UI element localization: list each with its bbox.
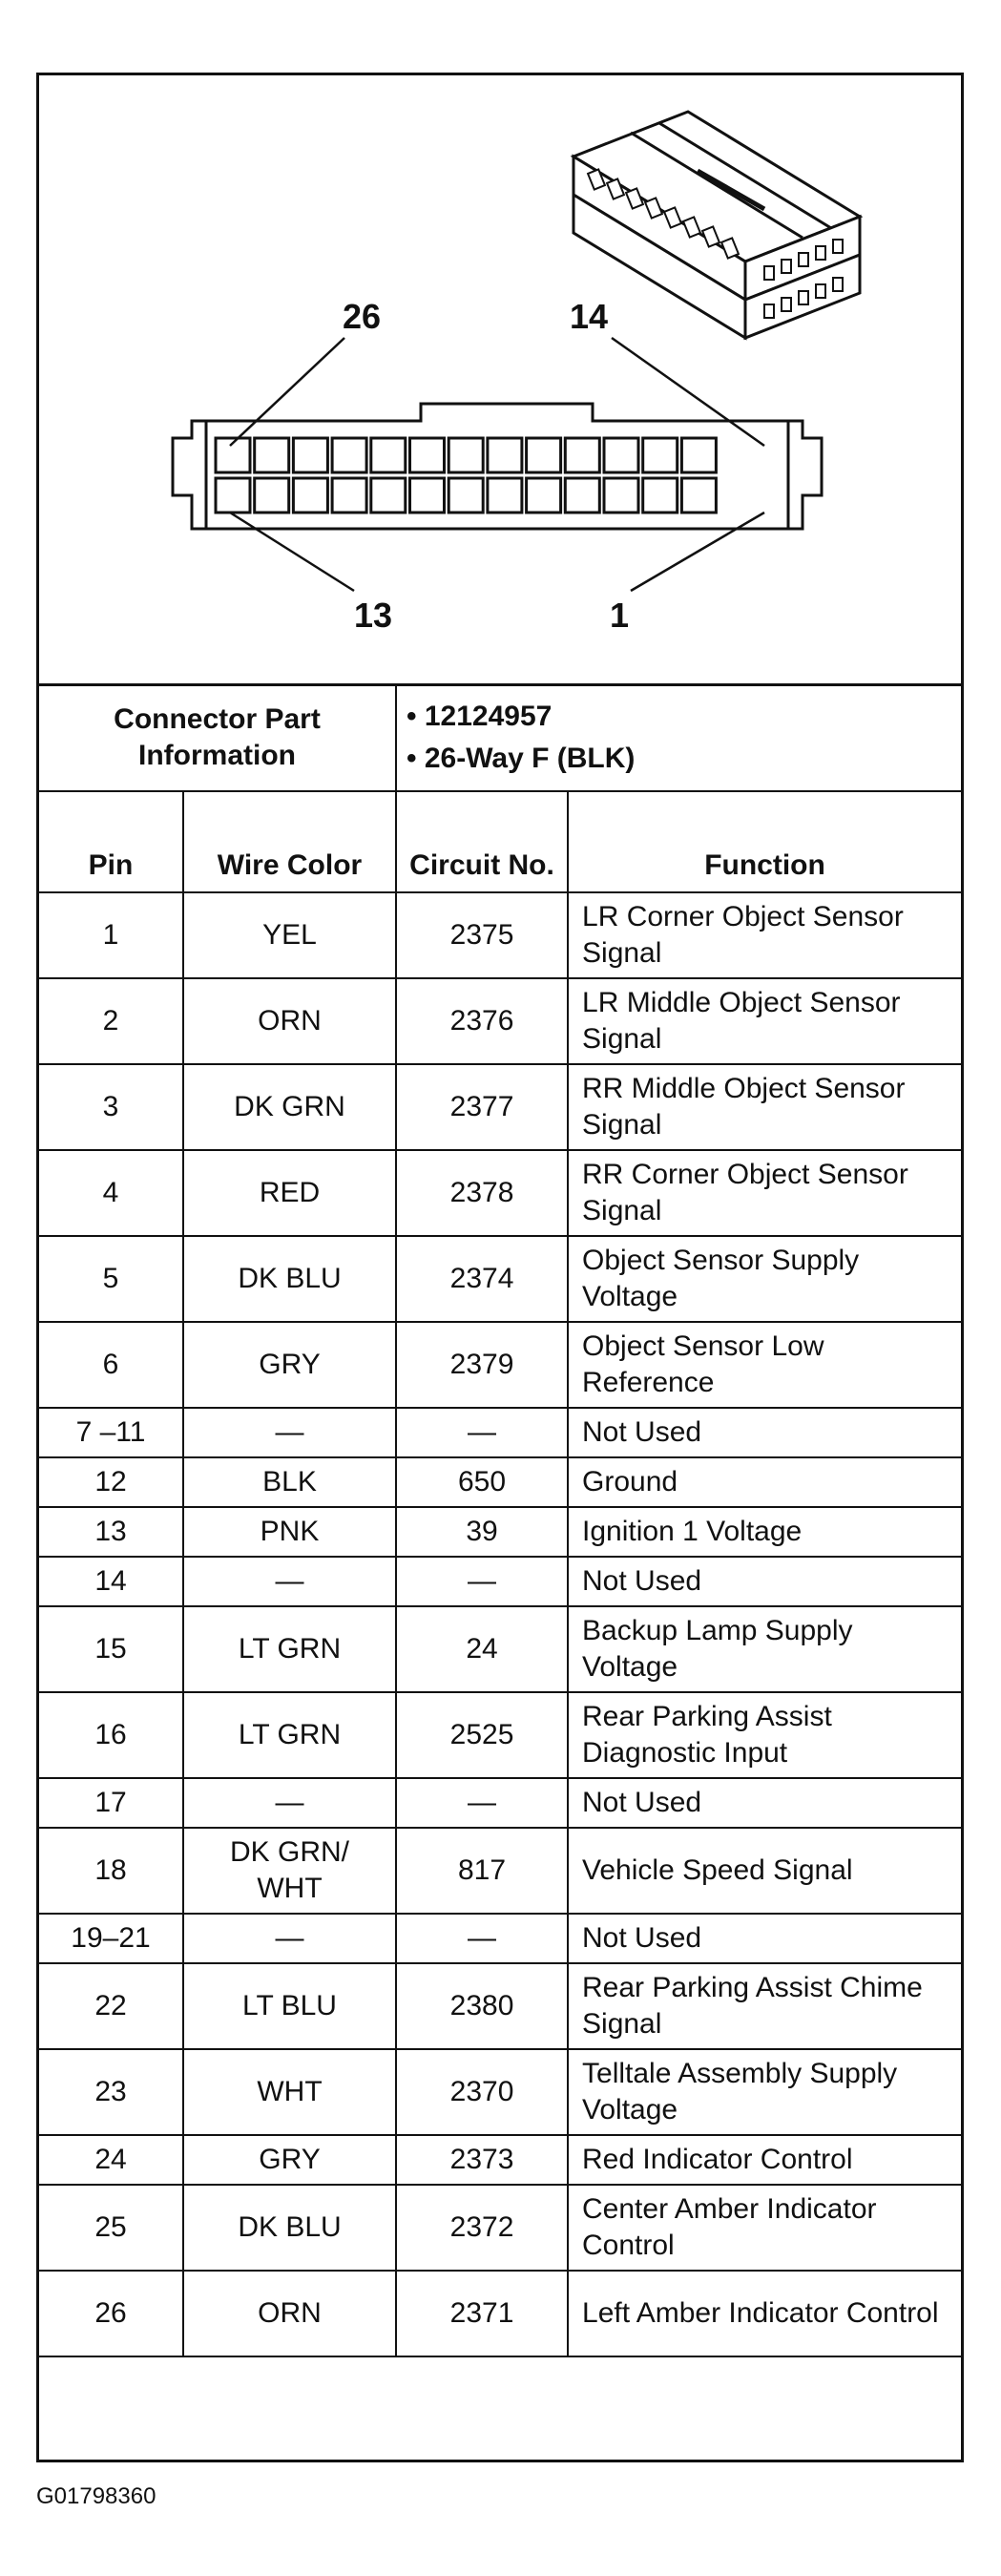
wire-color-cell: ORN xyxy=(183,2271,396,2356)
circuit-cell: 2371 xyxy=(396,2271,568,2356)
pin-cavity xyxy=(565,478,599,513)
pin-cavity xyxy=(643,438,678,472)
circuit-cell: 2374 xyxy=(396,1236,568,1322)
pin-cell: 13 xyxy=(39,1507,183,1557)
pin-cavity xyxy=(604,478,638,513)
table-row xyxy=(39,978,961,1064)
table-row xyxy=(39,2271,961,2356)
wire-color-cell: LT GRN xyxy=(183,1606,396,1692)
function-cell: Not Used xyxy=(568,1914,961,1963)
pin-cell: 26 xyxy=(39,2271,183,2356)
function-cell: LR Middle Object Sensor Signal xyxy=(568,978,961,1064)
pin-label-13: 13 xyxy=(354,596,393,635)
wire-color-cell: GRY xyxy=(183,1322,396,1408)
figure-id: G01798360 xyxy=(36,2483,156,2509)
table-row xyxy=(39,1507,961,1557)
function-cell: Ground xyxy=(568,1457,961,1507)
wire-color-cell: RED xyxy=(183,1150,396,1236)
pin-cavity xyxy=(448,478,483,513)
table-header-row xyxy=(39,791,961,892)
connector-part-values xyxy=(396,684,961,791)
pin-cavity xyxy=(488,478,522,513)
table-row xyxy=(39,1150,961,1236)
connector-illustration xyxy=(39,75,961,686)
pin-cell: 15 xyxy=(39,1606,183,1692)
function-cell: Not Used xyxy=(568,1408,961,1457)
wire-color-cell: WHT xyxy=(183,2049,396,2135)
circuit-cell: — xyxy=(396,1778,568,1828)
pin-cell: 24 xyxy=(39,2135,183,2185)
circuit-cell: 2380 xyxy=(396,1963,568,2049)
pin-cell: 4 xyxy=(39,1150,183,1236)
function-cell: Red Indicator Control xyxy=(568,2135,961,2185)
function-cell: Rear Parking Assist Diagnostic Input xyxy=(568,1692,961,1778)
pin-cell: 16 xyxy=(39,1692,183,1778)
table-row xyxy=(39,1606,961,1692)
pin-cavity xyxy=(410,478,445,513)
table-row xyxy=(39,1322,961,1408)
circuit-cell: — xyxy=(396,1408,568,1457)
function-cell: LR Corner Object Sensor Signal xyxy=(568,892,961,978)
circuit-cell: 2372 xyxy=(396,2185,568,2271)
pin-cavity xyxy=(332,438,366,472)
pin-cavity xyxy=(565,438,599,472)
wire-color-cell: LT GRN xyxy=(183,1692,396,1778)
table-row xyxy=(39,1457,961,1507)
wire-color-cell: DK GRN/ WHT xyxy=(183,1828,396,1914)
connector-info-row xyxy=(39,684,961,791)
header-wire-color: Wire Color xyxy=(183,791,396,892)
function-cell: Ignition 1 Voltage xyxy=(568,1507,961,1557)
pin-cell: 6 xyxy=(39,1322,183,1408)
pin-cavity xyxy=(488,438,522,472)
function-cell: RR Corner Object Sensor Signal xyxy=(568,1150,961,1236)
pin-cell: 18 xyxy=(39,1828,183,1914)
wire-color-cell: — xyxy=(183,1408,396,1457)
wire-color-cell: YEL xyxy=(183,892,396,978)
connector-document xyxy=(36,73,964,2462)
pin-cell: 22 xyxy=(39,1963,183,2049)
pin-cell: 3 xyxy=(39,1064,183,1150)
pin-cavity xyxy=(255,478,289,513)
pin-label-1: 1 xyxy=(610,596,630,635)
table-row xyxy=(39,2185,961,2271)
function-cell: Vehicle Speed Signal xyxy=(568,1828,961,1914)
circuit-cell: 2525 xyxy=(396,1692,568,1778)
circuit-cell: 2379 xyxy=(396,1322,568,1408)
pin-cavity xyxy=(448,438,483,472)
wire-color-cell: — xyxy=(183,1557,396,1606)
pin-cavity xyxy=(681,478,716,513)
table-row xyxy=(39,1408,961,1457)
table-row xyxy=(39,2135,961,2185)
wire-color-cell: DK GRN xyxy=(183,1064,396,1150)
connector-figure xyxy=(39,75,961,686)
connector-part-label: Connector Part Information xyxy=(39,684,396,791)
table-row xyxy=(39,1963,961,2049)
table-row xyxy=(39,1778,961,1828)
wire-color-cell: — xyxy=(183,1914,396,1963)
connector-type: • 26-Way F (BLK) xyxy=(407,743,636,774)
function-cell: Center Amber Indicator Control xyxy=(568,2185,961,2271)
wire-color-cell: DK BLU xyxy=(183,2185,396,2271)
circuit-cell: 650 xyxy=(396,1457,568,1507)
part-number: • 12124957 xyxy=(407,701,553,732)
circuit-cell: 817 xyxy=(396,1828,568,1914)
circuit-cell: 39 xyxy=(396,1507,568,1557)
table-row xyxy=(39,1828,961,1914)
pin-cell: 25 xyxy=(39,2185,183,2271)
pin-cell: 23 xyxy=(39,2049,183,2135)
pin-cavity xyxy=(371,478,406,513)
pin-cavity xyxy=(410,438,445,472)
pin-cell: 17 xyxy=(39,1778,183,1828)
table-row xyxy=(39,1236,961,1322)
pin-cavity xyxy=(255,438,289,472)
function-cell: RR Middle Object Sensor Signal xyxy=(568,1064,961,1150)
pin-cell: 12 xyxy=(39,1457,183,1507)
wire-color-cell: LT BLU xyxy=(183,1963,396,2049)
table-row xyxy=(39,1692,961,1778)
pin-cavity xyxy=(293,438,327,472)
pin-cavity xyxy=(527,478,561,513)
circuit-cell: 24 xyxy=(396,1606,568,1692)
table-row xyxy=(39,1557,961,1606)
function-cell: Left Amber Indicator Control xyxy=(568,2271,961,2356)
pin-label-26: 26 xyxy=(343,297,382,336)
pin-cavity xyxy=(681,438,716,472)
pin-cell: 14 xyxy=(39,1557,183,1606)
circuit-cell: 2376 xyxy=(396,978,568,1064)
pin-cavity xyxy=(332,478,366,513)
table-row xyxy=(39,892,961,978)
pin-cell: 2 xyxy=(39,978,183,1064)
table-row xyxy=(39,1064,961,1150)
pin-cell: 7 –11 xyxy=(39,1408,183,1457)
pin-cavity xyxy=(643,478,678,513)
header-function: Function xyxy=(568,791,961,892)
pin-cavity xyxy=(371,438,406,472)
pin-cavity xyxy=(293,478,327,513)
wire-color-cell: BLK xyxy=(183,1457,396,1507)
table-row xyxy=(39,2049,961,2135)
pin-label-14: 14 xyxy=(570,297,609,336)
circuit-cell: 2375 xyxy=(396,892,568,978)
wire-color-cell: GRY xyxy=(183,2135,396,2185)
wire-color-cell: DK BLU xyxy=(183,1236,396,1322)
circuit-cell: — xyxy=(396,1914,568,1963)
circuit-cell: 2373 xyxy=(396,2135,568,2185)
table-row xyxy=(39,1914,961,1963)
connector-3d-icon xyxy=(573,112,860,338)
pin-cell: 5 xyxy=(39,1236,183,1322)
wire-color-cell: — xyxy=(183,1778,396,1828)
header-pin: Pin xyxy=(39,791,183,892)
function-cell: Not Used xyxy=(568,1778,961,1828)
wire-color-cell: ORN xyxy=(183,978,396,1064)
function-cell: Telltale Assembly Supply Voltage xyxy=(568,2049,961,2135)
header-circuit-no: Circuit No. xyxy=(396,791,568,892)
function-cell: Not Used xyxy=(568,1557,961,1606)
pin-cell: 19–21 xyxy=(39,1914,183,1963)
wire-color-cell: PNK xyxy=(183,1507,396,1557)
pin-cell: 1 xyxy=(39,892,183,978)
function-cell: Backup Lamp Supply Voltage xyxy=(568,1606,961,1692)
pinout-table xyxy=(39,683,961,2357)
circuit-cell: 2377 xyxy=(396,1064,568,1150)
pin-cavity xyxy=(216,478,250,513)
circuit-cell: 2370 xyxy=(396,2049,568,2135)
function-cell: Object Sensor Supply Voltage xyxy=(568,1236,961,1322)
circuit-cell: — xyxy=(396,1557,568,1606)
circuit-cell: 2378 xyxy=(396,1150,568,1236)
pin-cavity xyxy=(527,438,561,472)
function-cell: Object Sensor Low Reference xyxy=(568,1322,961,1408)
function-cell: Rear Parking Assist Chime Signal xyxy=(568,1963,961,2049)
pin-cavity xyxy=(604,438,638,472)
